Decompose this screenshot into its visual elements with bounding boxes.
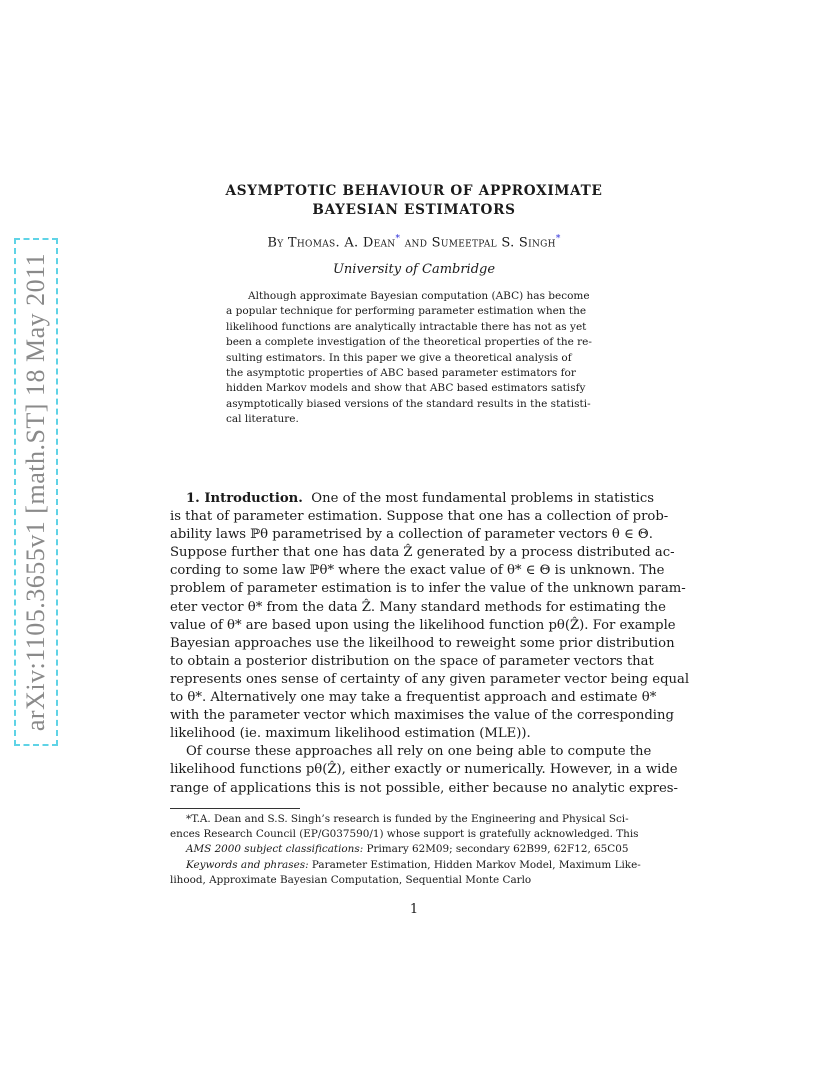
body-line: value of θ* are based upon using the likelihood function pθ(Ẑ). For example [170,617,676,633]
body-line: Suppose further that one has data Ẑ generated by a process distributed ac- [170,545,675,561]
title-line: BAYESIAN ESTIMATORS [312,202,516,218]
footnote-line: ences Research Council (EP/G037590/1) whose support is gratefully acknowledged. This [170,828,639,841]
abstract [226,289,601,428]
abstract-line: Although approximate Bayesian computation (ABC) has become [248,290,590,302]
footnote-line: *T.A. Dean and S.S. Singh’s research is funded by the Engineering and Physical Sci- [186,813,629,825]
body-line: is that of parameter estimation. Suppose that one has a collection of prob- [170,509,669,525]
affiliation: University of Cambridge [332,262,496,277]
keywords-line-2: lihood, Approximate Bayesian Computation, Sequential Monte Carlo [170,873,532,886]
body-line: represents ones sense of certainty of any given parameter vector being equal [170,671,690,687]
body-line: One of the most fundamental problems in statistics [311,491,655,506]
abstract-line: hidden Markov models and show that ABC based estimators satisfy [226,382,586,395]
body-line: to obtain a posterior distribution on the space of parameter vectors that [170,653,654,669]
body-line: to θ*. Alternatively one may take a frequentist approach and estimate θ* [170,690,657,706]
arxiv-stamp-text: arXiv:1105.3655v1 [math.ST] 18 May 2011 [21,252,51,732]
body-line: problem of parameter estimation is to infer the value of the unknown param- [170,581,686,597]
keywords-text: Parameter Estimation, Hidden Markov Model, Maximum Like- [308,858,641,871]
section-heading: 1. Introduction. [186,491,303,506]
body-line: Bayesian approaches use the likeilhood to reweight some prior distribution [170,635,675,651]
body-line: likelihood functions pθ(Ẑ), either exactly or numerically. However, in a wide [170,762,678,778]
body-line: cording to some law ℙθ* where the exact value of θ* ∈ Θ is unknown. The [170,563,665,579]
body-line: Of course these approaches all rely on one being able to compute the [186,744,652,760]
footnote-mark[interactable]: * [555,234,561,244]
abstract-line: likelihood functions are analytically intractable there has not as yet [226,320,587,333]
ams-label: AMS 2000 subject classifications: [186,843,364,856]
introduction-section [170,490,690,798]
paper-title [170,182,658,220]
authors-middle: and Sumeetpal S. Singh [400,235,556,251]
footnotes [170,812,658,888]
body-line: range of applications this is not possible, either because no analytic expres- [170,780,678,796]
body-line: eter vector θ* from the data Ẑ. Many standard methods for estimating the [170,599,666,615]
title-line: ASYMPTOTIC BEHAVIOUR OF APPROXIMATE [225,183,603,199]
page-number: 1 [409,902,419,917]
abstract-line: sulting estimators. In this paper we give a theoretical analysis of [226,351,572,364]
abstract-line: the asymptotic properties of ABC based parameter estimators for [226,367,576,380]
body-line: likelihood (ie. maximum likelihood estimation (MLE)). [170,726,531,742]
ams-classification [170,842,658,857]
abstract-line: cal literature. [226,413,299,426]
abstract-line: a popular technique for performing parameter estimation when the [226,305,587,318]
abstract-line: asymptotically biased versions of the standard results in the statisti- [226,397,591,410]
footnote-mark[interactable]: * [395,234,401,244]
keywords-label: Keywords and phrases: [186,858,309,871]
author-line [170,234,658,250]
keywords [170,858,658,873]
authors-prefix: By Thomas. A. Dean [267,235,396,251]
body-line: with the parameter vector which maximises the value of the corresponding [170,708,674,724]
footnote-rule [170,808,300,809]
body-line: ability laws ℙθ parametrised by a collection of parameter vectors θ ∈ Θ. [170,527,653,543]
abstract-line: been a complete investigation of the theoretical properties of the re- [226,336,592,349]
arxiv-stamp [14,238,58,746]
ams-text: Primary 62M09; secondary 62B99, 62F12, 65C05 [363,843,629,856]
